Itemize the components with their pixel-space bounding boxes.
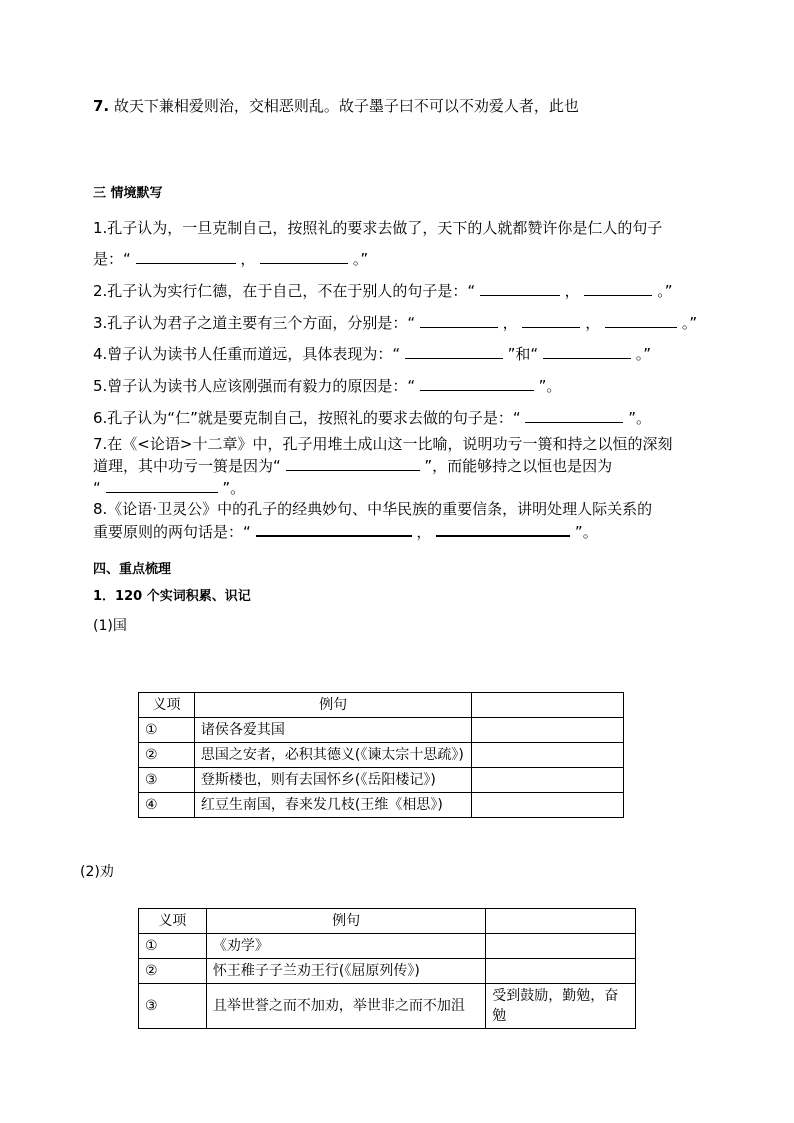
q3-blank-3[interactable]: [605, 313, 677, 328]
table-cell: 诸侯各爱其国: [194, 718, 471, 743]
table-cell: 红豆生南国，春来发几枝(王维《相思》): [194, 793, 471, 818]
table-header-cell: [486, 909, 636, 934]
q7-line-c: [93, 478, 245, 498]
q4-middle: ”和“: [507, 345, 539, 363]
q1-blank-2[interactable]: [260, 249, 348, 264]
table-cell: ②: [139, 959, 207, 984]
table-header-row: [139, 693, 624, 718]
table-header-row: [139, 909, 636, 934]
table-header-cell: [472, 693, 624, 718]
q6-end: ”。: [628, 409, 651, 427]
table-cell: [472, 793, 624, 818]
table-row: [139, 793, 624, 818]
q1-blank-1[interactable]: [136, 249, 236, 264]
q6-line: [93, 408, 651, 428]
table-header-cell: 例句: [206, 909, 485, 934]
table-header-cell: 义项: [139, 693, 195, 718]
q7-line-a: 7.在《<论语>十二章》中，孔子用堆土成山这一比喻，说明功亏一篑和持之以恒的深刻: [93, 435, 673, 453]
table-cell: 《劝学》: [206, 934, 485, 959]
table-cell: ①: [139, 718, 195, 743]
q3-end: 。”: [681, 314, 698, 332]
word-1-label: (1)国: [93, 618, 127, 634]
q4-blank-2[interactable]: [543, 344, 631, 359]
q8-end: ”。: [574, 523, 598, 541]
table-quan: [138, 908, 636, 1029]
word-2-label: (2)劝: [80, 864, 114, 880]
q6-prefix: 6.孔子认为“仁”就是要克制自己，按照礼的要求去做的句子是：“: [93, 409, 521, 427]
table-header-cell: 义项: [139, 909, 207, 934]
q3-blank-1[interactable]: [420, 313, 498, 328]
table-cell: [486, 934, 636, 959]
q3-comma-2: ，: [585, 314, 601, 332]
q7-blank-2[interactable]: [106, 478, 218, 493]
q2-comma: ，: [564, 282, 580, 300]
q7-prefix: 道理，其中功亏一篑是因为“: [93, 457, 281, 475]
q8-line-b: [93, 521, 598, 542]
table-cell: 且举世誉之而不加劝，举世非之而不加沮: [206, 984, 485, 1029]
table-cell: 受到鼓励，勤勉，奋勉: [486, 984, 636, 1029]
item-7: [93, 96, 579, 116]
q1-line-b: [93, 249, 368, 269]
table-row: [139, 934, 636, 959]
q1-line-a: 1.孔子认为，一旦克制自己，按照礼的要求去做了，天下的人就都赞许你是仁人的句子: [93, 219, 663, 237]
q8-comma: ，: [416, 523, 432, 541]
q3-blank-2[interactable]: [522, 313, 580, 328]
q4-line: [93, 344, 651, 364]
table-row: [139, 959, 636, 984]
q2-line: [93, 281, 673, 301]
q6-blank[interactable]: [525, 408, 623, 423]
item-7-number: 7.: [93, 97, 110, 115]
q7-middle: ”，而能够持之以恒也是因为: [424, 457, 613, 475]
table-row: [139, 743, 624, 768]
table-cell: [486, 959, 636, 984]
q3-comma-1: ，: [502, 314, 518, 332]
q7-end: ”。: [222, 479, 246, 497]
q8-line-a: 8.《论语·卫灵公》中的孔子的经典妙句、中华民族的重要信条，讲明处理人际关系的: [93, 500, 653, 518]
item-7-text: 故天下兼相爱则治，交相恶则乱。故子墨子曰不可以不劝爱人者，此也: [113, 97, 579, 115]
table-header-cell: 例句: [194, 693, 471, 718]
table-cell: ②: [139, 743, 195, 768]
q1-end: 。”: [352, 250, 369, 268]
q2-end: 。”: [657, 282, 673, 300]
q3-line: [93, 313, 697, 333]
table-cell: 怀王稚子子兰劝王行(《屈原列传》): [206, 959, 485, 984]
q5-prefix: 5.曾子认为读书人应该刚强而有毅力的原因是：“: [93, 377, 416, 395]
section-4-title: 四、重点梳理: [93, 562, 172, 577]
q7-open-quote: “: [93, 479, 101, 497]
table-cell: ④: [139, 793, 195, 818]
q5-end: ”。: [538, 377, 562, 395]
table-guo: [138, 692, 624, 818]
table-cell: 思国之安者，必积其德义(《谏太宗十思疏》): [194, 743, 471, 768]
table-row: [139, 984, 636, 1029]
table-cell: [472, 718, 624, 743]
table-cell: 登斯楼也，则有去国怀乡(《岳阳楼记》): [194, 768, 471, 793]
q5-line: [93, 376, 561, 396]
q1-comma: ，: [240, 250, 256, 268]
q8-prefix: 重要原则的两句话是：“: [93, 523, 251, 541]
section-4-subtitle: 1．120 个实词积累、识记: [93, 589, 251, 604]
table-row: [139, 718, 624, 743]
q2-blank-1[interactable]: [480, 281, 560, 296]
q4-blank-1[interactable]: [405, 344, 503, 359]
q3-prefix: 3.孔子认为君子之道主要有三个方面，分别是：“: [93, 314, 416, 332]
q5-blank[interactable]: [420, 376, 534, 391]
q7-line-b: [93, 456, 612, 476]
q4-prefix: 4.曾子认为读书人任重而道远，具体表现为：“: [93, 345, 401, 363]
q8-blank-1[interactable]: [256, 521, 412, 537]
table-cell: [472, 768, 624, 793]
q7-blank-1[interactable]: [286, 456, 420, 471]
section-3-title: 三 情境默写: [93, 186, 163, 201]
q2-blank-2[interactable]: [584, 281, 652, 296]
q1-prefix: 是：“: [93, 250, 131, 268]
q8-blank-2[interactable]: [436, 521, 570, 537]
table-cell: ③: [139, 984, 207, 1029]
q2-prefix: 2.孔子认为实行仁德，在于自己，不在于别人的句子是：“: [93, 282, 476, 300]
table-cell: ①: [139, 934, 207, 959]
table-cell: ③: [139, 768, 195, 793]
q4-end: 。”: [635, 345, 652, 363]
table-cell: [472, 743, 624, 768]
table-row: [139, 768, 624, 793]
